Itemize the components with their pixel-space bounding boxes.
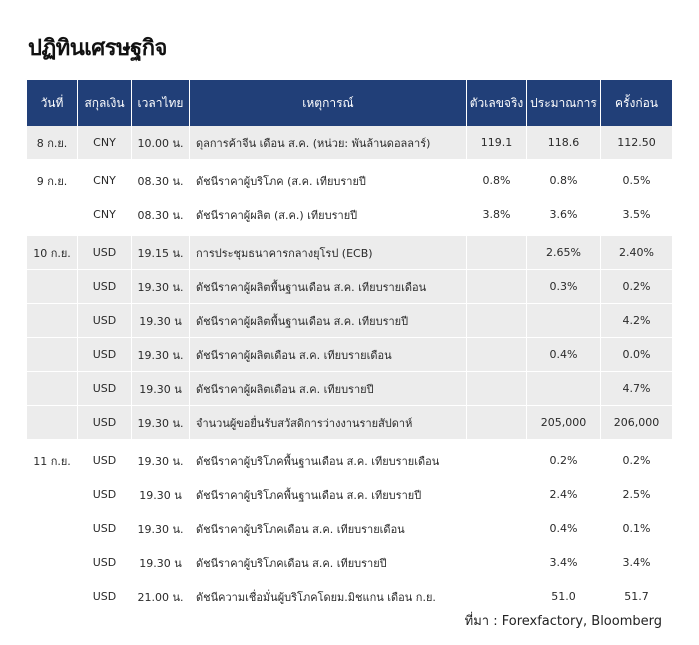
cell-forecast: 2.65% <box>527 236 601 270</box>
cell-forecast <box>527 304 601 338</box>
cell-actual: 119.1 <box>467 126 527 160</box>
cell-event: ดัชนีราคาผู้ผลิตเดือน ส.ค. เทียบรายปี <box>190 372 467 406</box>
cell-date <box>27 546 78 580</box>
cell-currency: USD <box>78 406 132 440</box>
cell-previous: 206,000 <box>601 406 672 440</box>
table-row <box>27 444 672 478</box>
header-event: เหตุการณ์ <box>190 80 467 126</box>
cell-event: ดัชนีราคาผู้บริโภคเดือน ส.ค. เทียบรายปี <box>190 546 467 580</box>
header-forecast: ประมาณการ <box>527 80 601 126</box>
cell-actual <box>467 270 527 304</box>
header-row <box>27 80 672 126</box>
cell-date <box>27 406 78 440</box>
cell-currency: USD <box>78 236 132 270</box>
cell-date <box>27 338 78 372</box>
cell-actual <box>467 236 527 270</box>
table-row <box>27 304 672 338</box>
cell-currency: CNY <box>78 164 132 198</box>
cell-event: ดัชนีราคาผู้บริโภค (ส.ค. เทียบรายปี <box>190 164 467 198</box>
cell-date <box>27 372 78 406</box>
cell-forecast: 0.4% <box>527 338 601 372</box>
cell-actual <box>467 478 527 512</box>
cell-time: 19.30 น. <box>132 270 190 304</box>
cell-forecast: 0.3% <box>527 270 601 304</box>
cell-forecast: 0.4% <box>527 512 601 546</box>
table-row <box>27 580 672 614</box>
table-row <box>27 338 672 372</box>
cell-event: ดัชนีราคาผู้บริโภคพื้นฐานเดือน ส.ค. เทียบรายปี <box>190 478 467 512</box>
cell-previous: 0.1% <box>601 512 672 546</box>
cell-date: 8 ก.ย. <box>27 126 78 160</box>
cell-date <box>27 512 78 546</box>
cell-actual <box>467 444 527 478</box>
cell-time: 19.30 น <box>132 372 190 406</box>
cell-actual <box>467 546 527 580</box>
cell-currency: USD <box>78 580 132 614</box>
cell-date <box>27 478 78 512</box>
table-row <box>27 236 672 270</box>
cell-event: จำนวนผู้ขอยื่นรับสวัสดิการว่างงานรายสัปดาห์ <box>190 406 467 440</box>
cell-currency: CNY <box>78 126 132 160</box>
cell-event: การประชุมธนาคารกลางยุโรป (ECB) <box>190 236 467 270</box>
cell-currency: USD <box>78 444 132 478</box>
header-currency: สกุลเงิน <box>78 80 132 126</box>
cell-time: 19.30 น. <box>132 512 190 546</box>
cell-currency: USD <box>78 270 132 304</box>
cell-forecast: 3.6% <box>527 198 601 232</box>
cell-event: ดัชนีราคาผู้ผลิตพื้นฐานเดือน ส.ค. เทียบรายปี <box>190 304 467 338</box>
cell-time: 19.30 น. <box>132 406 190 440</box>
cell-time: 21.00 น. <box>132 580 190 614</box>
cell-previous: 4.7% <box>601 372 672 406</box>
cell-previous: 51.7 <box>601 580 672 614</box>
cell-event: ดุลการค้าจีน เดือน ส.ค. (หน่วย: พันล้านดอลลาร์) <box>190 126 467 160</box>
header-previous: ครั้งก่อน <box>601 80 672 126</box>
cell-date <box>27 304 78 338</box>
cell-date <box>27 580 78 614</box>
cell-previous: 3.5% <box>601 198 672 232</box>
table-row <box>27 546 672 580</box>
cell-time: 19.30 น <box>132 478 190 512</box>
cell-date: 11 ก.ย. <box>27 444 78 478</box>
cell-forecast: 2.4% <box>527 478 601 512</box>
cell-forecast: 3.4% <box>527 546 601 580</box>
cell-event: ดัชนีราคาผู้ผลิตพื้นฐานเดือน ส.ค. เทียบรายเดือน <box>190 270 467 304</box>
cell-actual: 0.8% <box>467 164 527 198</box>
cell-currency: USD <box>78 338 132 372</box>
cell-actual <box>467 406 527 440</box>
cell-actual <box>467 512 527 546</box>
cell-currency: USD <box>78 546 132 580</box>
cell-event: ดัชนีราคาผู้ผลิต (ส.ค.) เทียบรายปี <box>190 198 467 232</box>
cell-time: 19.30 น. <box>132 338 190 372</box>
cell-currency: USD <box>78 512 132 546</box>
cell-currency: USD <box>78 304 132 338</box>
table-row <box>27 406 672 440</box>
cell-actual <box>467 580 527 614</box>
cell-previous: 0.2% <box>601 444 672 478</box>
cell-previous: 2.5% <box>601 478 672 512</box>
cell-actual <box>467 338 527 372</box>
table-row <box>27 270 672 304</box>
cell-time: 19.30 น <box>132 546 190 580</box>
page-title: ปฏิทินเศรษฐกิจ <box>28 36 167 61</box>
header-date: วันที่ <box>27 80 78 126</box>
cell-date: 9 ก.ย. <box>27 164 78 198</box>
cell-previous: 0.2% <box>601 270 672 304</box>
economic-calendar-table <box>27 80 672 614</box>
cell-previous: 112.50 <box>601 126 672 160</box>
cell-actual: 3.8% <box>467 198 527 232</box>
cell-time: 10.00 น. <box>132 126 190 160</box>
table-row <box>27 164 672 198</box>
cell-time: 19.30 น <box>132 304 190 338</box>
table-row <box>27 372 672 406</box>
cell-forecast <box>527 372 601 406</box>
cell-date <box>27 198 78 232</box>
cell-previous: 3.4% <box>601 546 672 580</box>
cell-actual <box>467 372 527 406</box>
cell-date <box>27 270 78 304</box>
header-time: เวลาไทย <box>132 80 190 126</box>
cell-actual <box>467 304 527 338</box>
cell-time: 19.30 น. <box>132 444 190 478</box>
cell-forecast: 0.8% <box>527 164 601 198</box>
cell-forecast: 118.6 <box>527 126 601 160</box>
cell-event: ดัชนีราคาผู้บริโภคเดือน ส.ค. เทียบรายเดือน <box>190 512 467 546</box>
cell-time: 08.30 น. <box>132 164 190 198</box>
header-actual: ตัวเลขจริง <box>467 80 527 126</box>
cell-event: ดัชนีราคาผู้บริโภคพื้นฐานเดือน ส.ค. เทียบรายเดือน <box>190 444 467 478</box>
cell-event: ดัชนีราคาผู้ผลิตเดือน ส.ค. เทียบรายเดือน <box>190 338 467 372</box>
cell-forecast: 51.0 <box>527 580 601 614</box>
cell-time: 08.30 น. <box>132 198 190 232</box>
table-row <box>27 478 672 512</box>
table-row <box>27 126 672 160</box>
cell-currency: USD <box>78 478 132 512</box>
table-body <box>27 126 672 614</box>
cell-previous: 0.5% <box>601 164 672 198</box>
cell-previous: 2.40% <box>601 236 672 270</box>
cell-currency: CNY <box>78 198 132 232</box>
cell-previous: 4.2% <box>601 304 672 338</box>
table-row <box>27 198 672 232</box>
cell-time: 19.15 น. <box>132 236 190 270</box>
source-note: ที่มา : Forexfactory, Bloomberg <box>464 614 662 629</box>
cell-forecast: 205,000 <box>527 406 601 440</box>
cell-currency: USD <box>78 372 132 406</box>
table-row <box>27 512 672 546</box>
cell-date: 10 ก.ย. <box>27 236 78 270</box>
cell-event: ดัชนีความเชื่อมั่นผู้บริโภคโดยม.มิชแกน เดือน ก.ย. <box>190 580 467 614</box>
cell-previous: 0.0% <box>601 338 672 372</box>
cell-forecast: 0.2% <box>527 444 601 478</box>
